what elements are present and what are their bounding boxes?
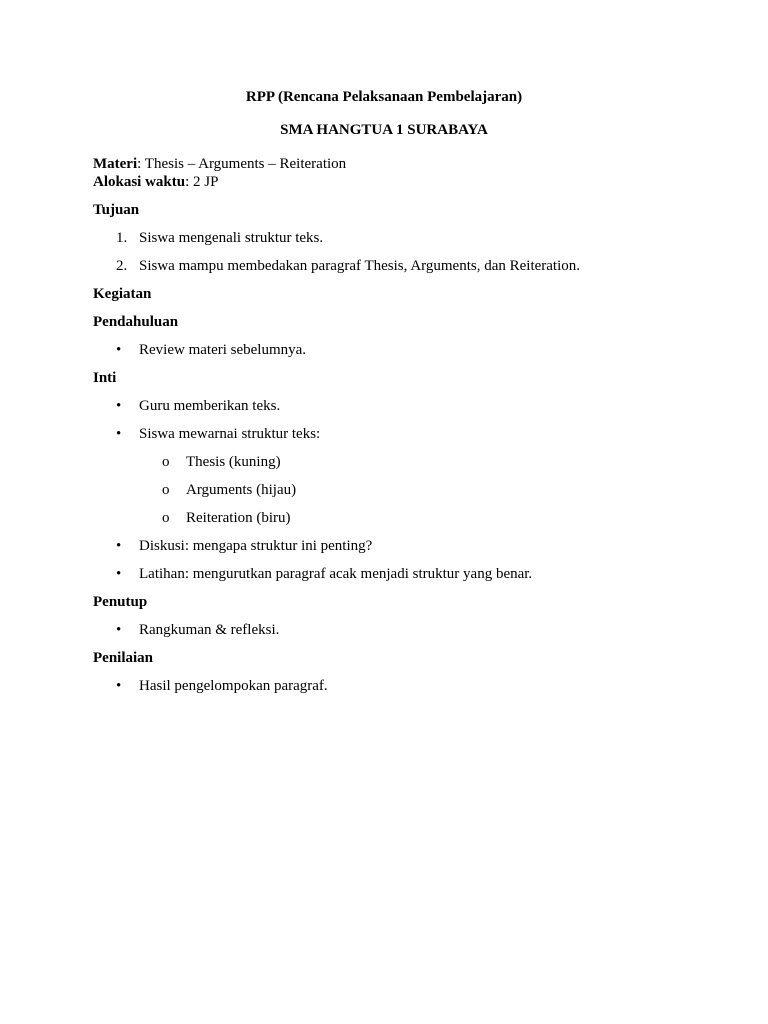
sub-bullet-marker: o — [162, 454, 170, 470]
document-title: RPP (Rencana Pelaksanaan Pembelajaran) — [245, 89, 523, 105]
sub-bullet-marker: o — [162, 482, 170, 498]
sub-list-item-text: Arguments (hijau) — [186, 482, 297, 498]
sub-list-item-text: Reiteration (biru) — [186, 510, 291, 526]
list-number: 1. — [116, 230, 128, 246]
sub-list-item — [0, 453, 768, 471]
pendahuluan-heading: Pendahuluan — [93, 314, 179, 330]
list-item — [0, 621, 768, 639]
penutup-heading: Penutup — [93, 594, 148, 610]
list-item-text: Siswa mengenali struktur teks. — [139, 230, 324, 246]
list-item-text: Latihan: mengurutkan paragraf acak menjadi struktur yang benar. — [139, 566, 533, 582]
sub-list-item — [0, 509, 768, 527]
alokasi-value: : 2 JP — [185, 174, 219, 190]
bullet-marker: • — [116, 398, 122, 414]
list-item — [0, 677, 768, 695]
tujuan-item — [0, 257, 768, 275]
list-item-text: Diskusi: mengapa struktur ini penting? — [139, 538, 373, 554]
bullet-marker: • — [116, 342, 122, 358]
list-item — [0, 425, 768, 443]
bullet-marker: • — [116, 566, 122, 582]
bullet-marker: • — [116, 622, 122, 638]
materi-label: Materi — [93, 156, 138, 172]
list-item-text: Review materi sebelumnya. — [139, 342, 307, 358]
list-item — [0, 397, 768, 415]
sub-bullet-marker: o — [162, 510, 170, 526]
bullet-marker: • — [116, 426, 122, 442]
list-item — [0, 537, 768, 555]
materi-value: : Thesis – Arguments – Reiteration — [137, 156, 347, 172]
list-item-text: Siswa mewarnai struktur teks: — [139, 426, 321, 442]
alokasi-line — [93, 173, 218, 191]
list-item-text: Hasil pengelompokan paragraf. — [139, 678, 328, 694]
list-item-text: Rangkuman & refleksi. — [139, 622, 280, 638]
tujuan-item — [0, 229, 768, 247]
school-name: SMA HANGTUA 1 SURABAYA — [280, 122, 488, 138]
list-item — [0, 565, 768, 583]
bullet-marker: • — [116, 538, 122, 554]
alokasi-label: Alokasi waktu — [93, 174, 186, 190]
inti-heading: Inti — [93, 370, 117, 386]
sub-list-item-text: Thesis (kuning) — [186, 454, 281, 470]
list-number: 2. — [116, 258, 128, 274]
sub-list-item — [0, 481, 768, 499]
penilaian-heading: Penilaian — [93, 650, 154, 666]
list-item-text: Siswa mampu membedakan paragraf Thesis, Arguments, dan Reiteration. — [139, 258, 581, 274]
materi-line — [93, 155, 346, 173]
list-item-text: Guru memberikan teks. — [139, 398, 281, 414]
bullet-marker: • — [116, 678, 122, 694]
tujuan-heading: Tujuan — [93, 202, 140, 218]
kegiatan-heading: Kegiatan — [93, 286, 152, 302]
list-item — [0, 341, 768, 359]
